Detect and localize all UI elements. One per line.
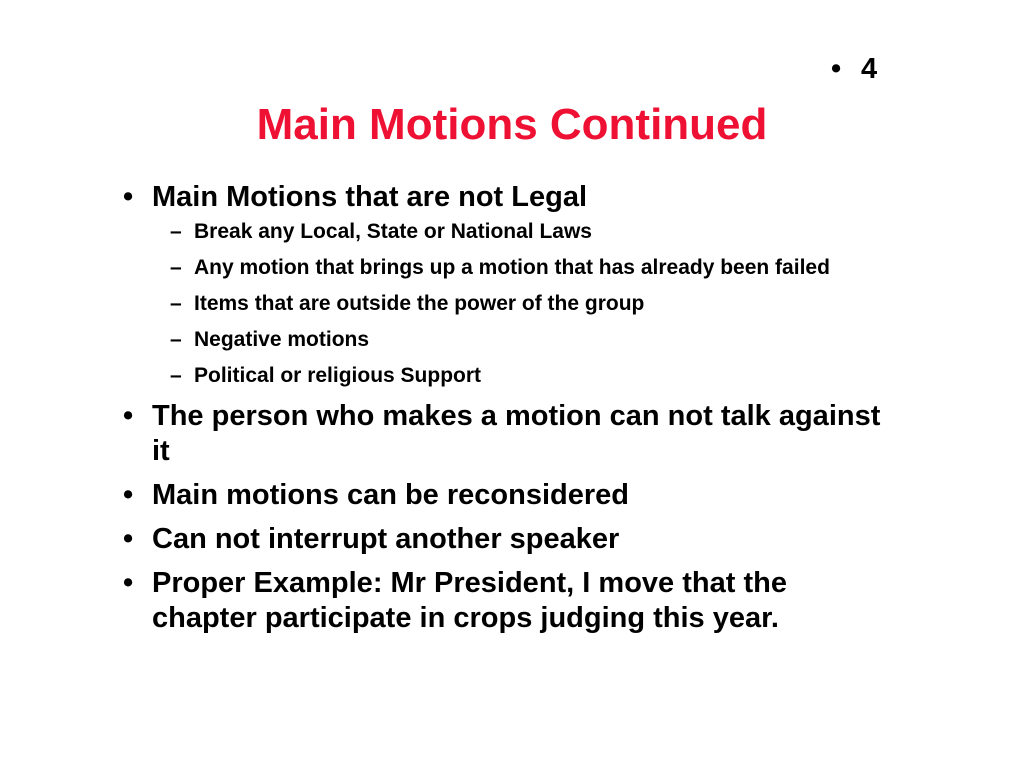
bullet-text: Main Motions that are not Legal (152, 181, 588, 213)
bullet-item (121, 478, 881, 513)
bullet-item (121, 566, 881, 636)
sub-bullet-item (152, 291, 881, 317)
bullet-item (121, 180, 881, 389)
bullet-marker: • (123, 523, 134, 555)
bullet-item (121, 399, 881, 469)
slide-number-value: 4 (861, 53, 878, 85)
dash-marker: – (170, 328, 182, 351)
sub-bullet-text: Negative motions (194, 328, 370, 351)
bullet-marker: • (123, 400, 134, 432)
slide-title: Main Motions Continued (256, 100, 768, 149)
bullet-marker: • (123, 567, 134, 599)
sub-bullet-text: Political or religious Support (194, 364, 482, 387)
sub-bullet-list (152, 219, 881, 389)
bullet-marker: • (123, 479, 134, 511)
bullet-text: Can not interrupt another speaker (152, 523, 620, 555)
dash-marker: – (170, 220, 182, 243)
sub-bullet-item (152, 327, 881, 353)
dash-marker: – (170, 292, 182, 315)
sub-bullet-item (152, 255, 881, 281)
dash-marker: – (170, 364, 182, 387)
bullet-text: Proper Example: Mr President, I move that the chapter participate in crops judging this year. (152, 567, 787, 634)
sub-bullet-text: Break any Local, State or National Laws (194, 220, 592, 243)
bullet-text: Main motions can be reconsidered (152, 479, 629, 511)
slide-number-bullet: • (831, 53, 842, 85)
bullet-item (121, 522, 881, 557)
bullet-text: The person who makes a motion can not talk against it (152, 400, 881, 467)
bullet-marker: • (123, 181, 134, 213)
sub-bullet-text: Any motion that brings up a motion that has already been failed (194, 256, 830, 279)
sub-bullet-item (152, 219, 881, 245)
sub-bullet-item (152, 363, 881, 389)
slide-number (831, 52, 877, 86)
dash-marker: – (170, 256, 182, 279)
bullet-list (121, 180, 881, 645)
sub-bullet-text: Items that are outside the power of the group (194, 292, 645, 315)
